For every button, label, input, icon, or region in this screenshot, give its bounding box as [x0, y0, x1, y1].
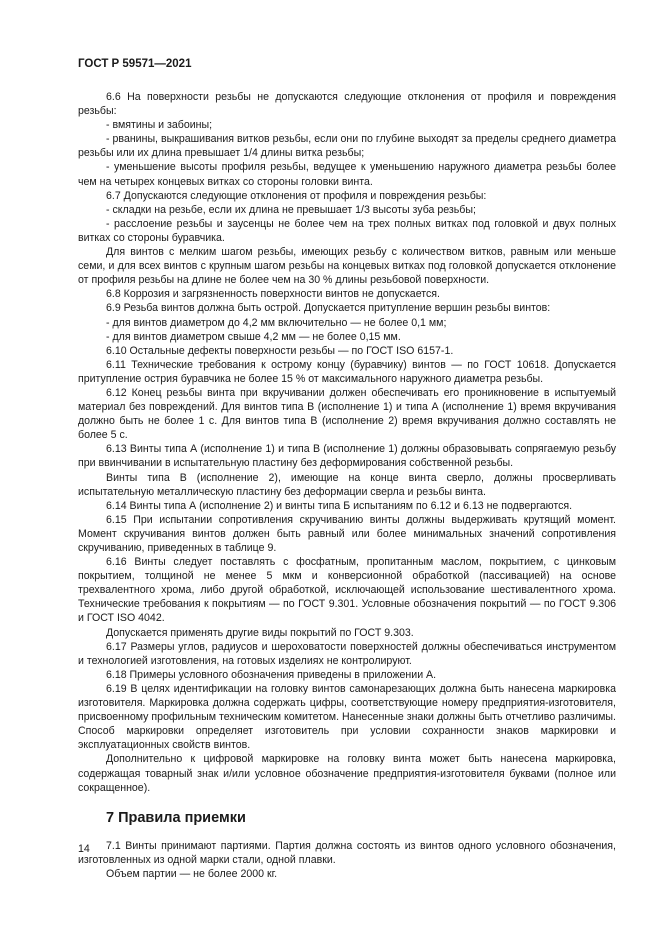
paragraph: 7.1 Винты принимают партиями. Партия должна состоять из винтов одного условного обозначения, изготовленных из одной марки стали, одной плавки.	[78, 839, 616, 866]
paragraph: 6.15 При испытании сопротивления скручиванию винты должны выдерживать крутящий момент. Момент скручивания винтов должен быть равный или более минимальных значений сопротивления скручиванию, приведенных в таблице 9.	[78, 513, 616, 554]
paragraph: 6.9 Резьба винтов должна быть острой. Допускается притупление вершин резьбы винтов:	[106, 302, 551, 315]
paragraph: 6.16 Винты следует поставлять с фосфатным, пропитанным маслом, покрытием, с цинковым покрытием, толщиной не менее 5 мкм и конверсионной обработкой (пассивацией) на основе трехвалентного хрома, либо другой обработкой, исключающей использование шестивалентного хрома. Технические требования к покрытиям — по ГОСТ 9.301. Условные обозначения покрытий — по ГОСТ 9.306 и ГОСТ ISO 4042.	[78, 556, 616, 625]
paragraph: - складки на резьбе, если их длина не превышает 1/3 высоты зуба резьбы;	[106, 203, 476, 216]
paragraph: 6.11 Технические требования к острому концу (буравчику) винтов — по ГОСТ 10618. Допускается притупление острия буравчика не более 15 % от максимального наружного диаметра резьбы.	[78, 358, 616, 385]
paragraph: 6.17 Размеры углов, радиусов и шероховатости поверхностей должны обеспечиваться инструментом и технологией изготовления, на готовых изделиях не контролируют.	[78, 640, 616, 667]
paragraph: Винты типа В (исполнение 2), имеющие на конце винта сверло, должны просверливать испытательную металлическую пластину без деформации сверла и резьбы винта.	[78, 471, 616, 498]
page-number: 14	[78, 843, 90, 855]
document-header: ГОСТ Р 59571—2021	[78, 58, 192, 70]
paragraph: 6.14 Винты типа А (исполнение 2) и винты типа Б испытаниям по 6.12 и 6.13 не подвергаются.	[106, 499, 573, 512]
paragraph: 6.19 В целях идентификации на головку винтов самонарезающих должна быть нанесена маркировка изготовителя. Маркировка должна содержать цифры, соответствующие номеру предприятия-изготовителя, присвоенному профильным техническим комитетом. Нанесенные знаки должны быть отчетливо различимы. Способ маркировки определяет изготовитель при условии сохранности знаков маркировки и эксплуатационных свойств винтов.	[78, 682, 616, 752]
paragraph: Объем партии — не более 2000 кг.	[106, 867, 278, 880]
paragraph: Допускается применять другие виды покрытий по ГОСТ 9.303.	[106, 626, 414, 639]
section-heading: 7 Правила приемки	[106, 809, 246, 826]
paragraph: - рванины, выкрашивания витков резьбы, если они по глубине выходят за пределы среднего диаметра резьбы или их длина превышает 1/4 длины витка резьбы;	[78, 133, 616, 160]
paragraph: 6.13 Винты типа А (исполнение 1) и типа В (исполнение 1) должны образовывать сопрягаемую резьбу при ввинчивании в испытательную пластину без деформирования собственной резьбы.	[78, 443, 616, 470]
paragraph: - уменьшение высоты профиля резьбы, ведущее к уменьшению наружного диаметра резьбы более чем на четырех концевых витках со стороны головки винта.	[78, 161, 616, 188]
paragraph: 6.6 На поверхности резьбы не допускаются следующие отклонения от профиля и повреждения резьбы:	[78, 91, 616, 118]
paragraph: 6.7 Допускаются следующие отклонения от профиля и повреждения резьбы:	[106, 189, 487, 202]
paragraph: 6.12 Конец резьбы винта при вкручивании должен обеспечивать его проникновение в испытуемый материал без повреждений. Для винтов типа В (исполнение 1) и типа А (исполнение 1) время вкручивания должно быть не более 1 с. Для винтов типа В (исполнение 2) время вкручивания должно составлять не более 5 с.	[78, 386, 616, 442]
paragraph: 6.10 Остальные дефекты поверхности резьбы — по ГОСТ ISO 6157-1.	[106, 344, 454, 357]
paragraph: 6.18 Примеры условного обозначения приведены в приложении А.	[106, 668, 437, 681]
page-content	[78, 90, 616, 881]
paragraph: - расслоение резьбы и заусенцы не более чем на трех полных витках под головкой и двух полных витках со стороны буравчика.	[78, 217, 616, 244]
paragraph: 6.8 Коррозия и загрязненность поверхности винтов не допускается.	[106, 288, 440, 301]
paragraph: - для винтов диаметром до 4,2 мм включительно — не более 0,1 мм;	[106, 316, 447, 329]
paragraph: Дополнительно к цифровой маркировке на головку винта может быть нанесена маркировка, содержащая товарный знак и/или условное обозначение предприятия-изготовителя буквами (полное или сокращенное).	[78, 753, 616, 794]
paragraph: Для винтов с мелким шагом резьбы, имеющих резьбу с количеством витков, равным или меньше семи, и для всех винтов с крупным шагом резьбы на концевых витках под головкой допускается отклонение от профиля резьбы на длине не более чем на 30 % длины резьбовой поверхности.	[78, 246, 616, 287]
paragraph: - вмятины и забоины;	[106, 119, 213, 132]
paragraph: - для винтов диаметром свыше 4,2 мм — не более 0,15 мм.	[106, 330, 401, 343]
